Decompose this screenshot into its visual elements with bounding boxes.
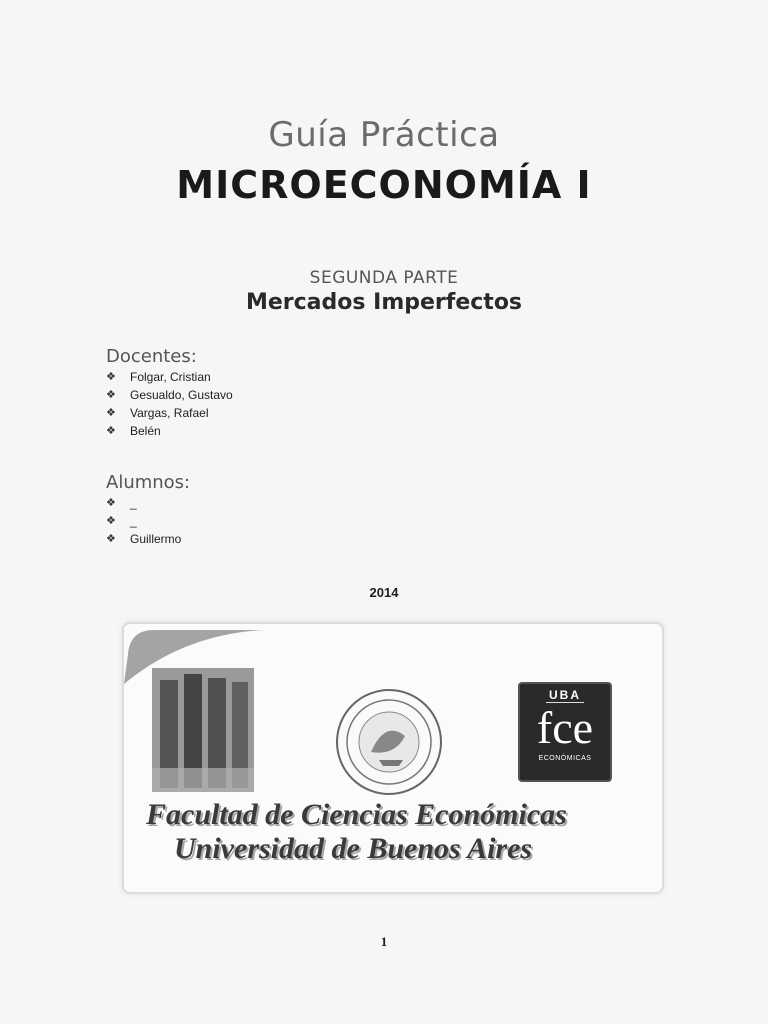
title-line1: Guía Práctica xyxy=(268,115,500,155)
list-item: ❖ Guillermo xyxy=(106,532,182,546)
title-line2: MICROECONOMÍA I xyxy=(176,163,592,207)
building-image xyxy=(152,668,254,792)
diamond-bullet-icon: ❖ xyxy=(106,371,116,383)
alumnos-list xyxy=(106,494,181,548)
diamond-bullet-icon: ❖ xyxy=(106,407,116,419)
subtitle-part: SEGUNDA PARTE xyxy=(309,268,459,288)
list-item: ❖ Vargas, Rafael xyxy=(106,406,209,420)
logo-top-text: UBA xyxy=(546,688,584,703)
alumnos-heading: Alumnos: xyxy=(106,472,191,493)
logo-main-text: fce xyxy=(536,702,594,753)
list-item: ❖ _ xyxy=(106,514,137,528)
docentes-list xyxy=(106,368,233,440)
uba-seal-icon xyxy=(337,690,441,794)
list-item: ❖ Belén xyxy=(106,424,161,438)
list-item: ❖ _ xyxy=(106,496,137,510)
diamond-bullet-icon: ❖ xyxy=(106,389,116,401)
year: 2014 xyxy=(369,585,399,600)
page-number: 1 xyxy=(380,934,388,949)
diamond-bullet-icon: ❖ xyxy=(106,533,116,545)
diamond-bullet-icon: ❖ xyxy=(106,425,116,437)
docentes-heading: Docentes: xyxy=(106,346,197,367)
fce-logo xyxy=(518,682,612,782)
university-name: Universidad de Buenos Aires xyxy=(174,832,533,865)
list-item: ❖ Gesualdo, Gustavo xyxy=(106,388,233,402)
diamond-bullet-icon: ❖ xyxy=(106,497,116,509)
faculty-name: Facultad de Ciencias Económicas xyxy=(146,798,567,831)
diamond-bullet-icon: ❖ xyxy=(106,515,116,527)
list-item: ❖ Folgar, Cristian xyxy=(106,370,211,384)
logo-bottom-text: ECONÓMICAS xyxy=(538,755,592,762)
subtitle-topic: Mercados Imperfectos xyxy=(245,290,523,315)
